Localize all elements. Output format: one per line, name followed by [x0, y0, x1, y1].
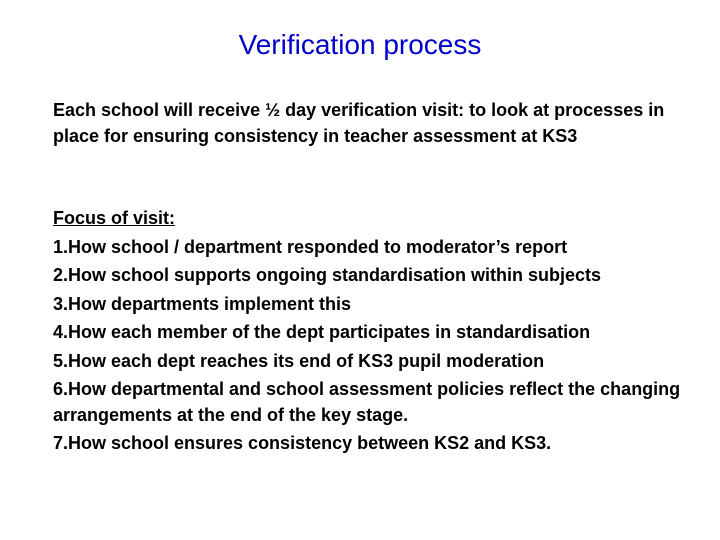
focus-heading: Focus of visit:	[53, 208, 176, 228]
focus-item-4: 4.How each member of the dept participates in standardisation	[53, 322, 591, 342]
focus-section	[53, 204, 703, 458]
focus-item-3: 3.How departments implement this	[53, 293, 352, 314]
intro-paragraph: Each school will receive ½ day verification visit: to look at processes in place for ensuring consistency in teacher assessment at KS3	[53, 100, 665, 146]
focus-list	[53, 233, 703, 458]
focus-item-7: 7.How school ensures consistency between KS2 and KS3.	[53, 433, 552, 453]
focus-item-5: 5.How each dept reaches its end of KS3 pupil moderation	[53, 350, 545, 371]
slide-title: Verification process	[238, 29, 482, 60]
focus-item-2: 2.How school supports ongoing standardisation within subjects	[53, 265, 602, 285]
focus-item-1: 1.How school / department responded to moderator’s report	[53, 236, 568, 257]
focus-item-6: 6.How departmental and school assessment policies reflect the changing arrangements at the end of the key stage.	[53, 379, 681, 425]
